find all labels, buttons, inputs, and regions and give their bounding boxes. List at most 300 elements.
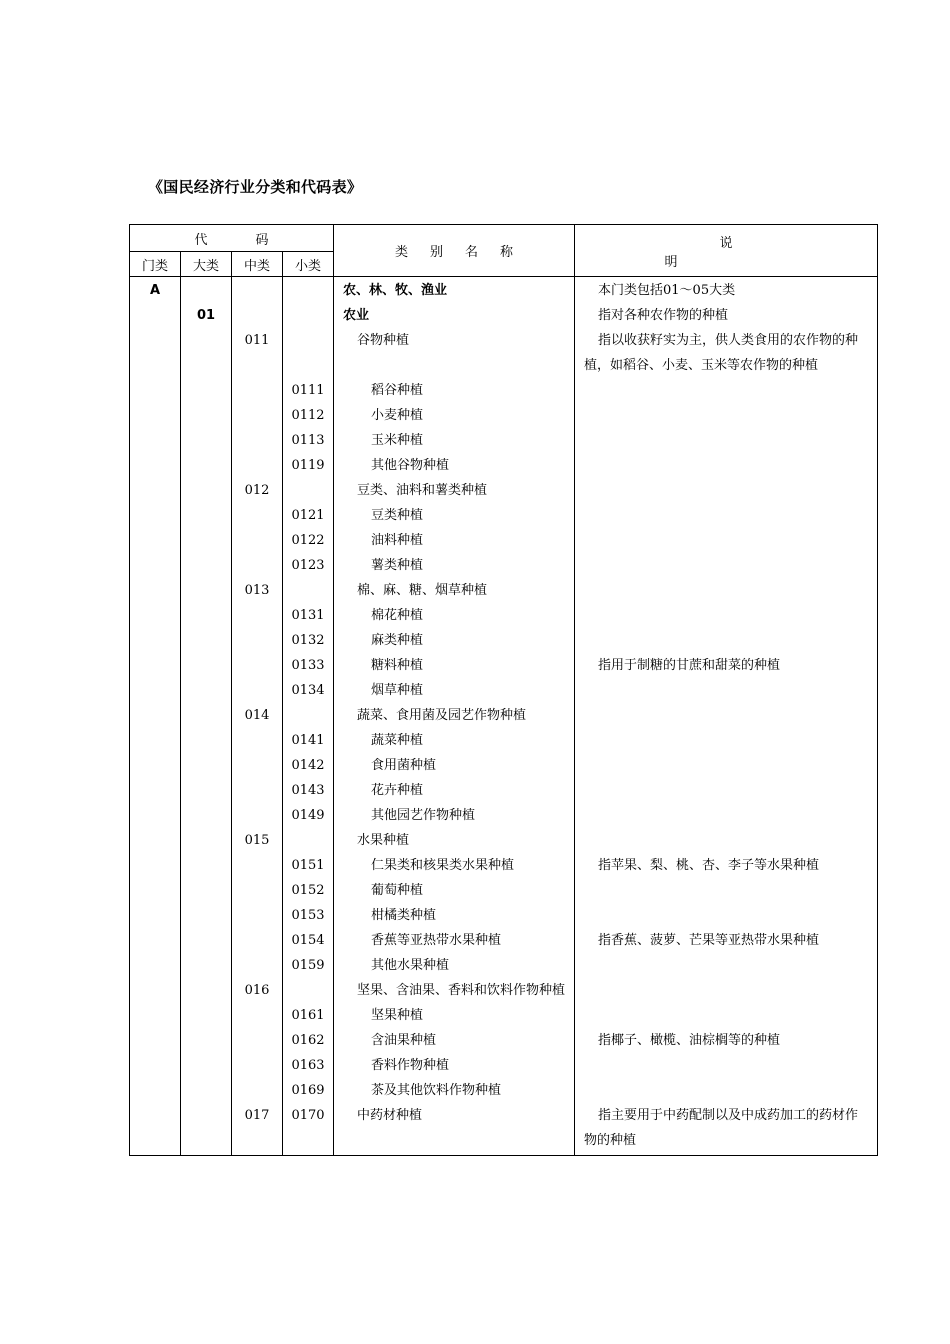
cell-category-name — [334, 728, 575, 753]
cell-category-name-text: 香蕉等亚热带水果种植 — [371, 933, 502, 948]
cell-category-name-text: 谷物种植 — [357, 333, 410, 348]
table-row — [130, 703, 878, 728]
cell-door — [130, 1028, 181, 1053]
header-small: 小类 — [283, 252, 334, 277]
cell-mid — [232, 378, 283, 403]
cell-category-name — [334, 678, 575, 703]
cell-category-name — [334, 578, 575, 603]
cell-category-name-text: 豆类种植 — [371, 508, 424, 523]
cell-description-text: 指椰子、橄榄、油棕榈等的种植 — [598, 1033, 781, 1048]
cell-mid — [232, 828, 283, 853]
table-row — [130, 903, 878, 928]
cell-mid — [232, 277, 283, 304]
cell-small — [283, 903, 334, 928]
cell-door — [130, 403, 181, 428]
cell-small — [283, 1003, 334, 1028]
table-row — [130, 303, 878, 328]
cell-small-text: 0113 — [291, 433, 325, 448]
cell-major — [181, 1003, 232, 1028]
cell-major — [181, 453, 232, 478]
cell-category-name — [334, 378, 575, 403]
cell-category-name — [334, 1053, 575, 1078]
cell-major — [181, 578, 232, 603]
cell-small — [283, 453, 334, 478]
cell-major — [181, 803, 232, 828]
table-header — [130, 225, 878, 277]
cell-door — [130, 653, 181, 678]
cell-description — [575, 628, 878, 653]
cell-mid-text: 011 — [244, 333, 270, 348]
cell-mid — [232, 678, 283, 703]
cell-mid — [232, 428, 283, 453]
cell-mid — [232, 653, 283, 678]
table-row — [130, 428, 878, 453]
cell-category-name-text: 香料作物种植 — [371, 1058, 450, 1073]
cell-major — [181, 378, 232, 403]
cell-category-name — [334, 1003, 575, 1028]
cell-category-name — [334, 853, 575, 878]
cell-mid — [232, 928, 283, 953]
cell-description — [575, 903, 878, 928]
cell-door — [130, 378, 181, 403]
cell-major — [181, 903, 232, 928]
cell-small-text: 0131 — [291, 608, 325, 623]
cell-small — [283, 503, 334, 528]
cell-small — [283, 378, 334, 403]
cell-door — [130, 928, 181, 953]
cell-category-name — [334, 803, 575, 828]
table-row — [130, 1003, 878, 1028]
cell-door — [130, 453, 181, 478]
cell-category-name — [334, 1028, 575, 1053]
cell-category-name-text: 糖料种植 — [371, 658, 424, 673]
table-row — [130, 403, 878, 428]
table-row — [130, 1078, 878, 1103]
table-row — [130, 1103, 878, 1156]
cell-small — [283, 1078, 334, 1103]
cell-category-name-text: 柑橘类种植 — [371, 908, 437, 923]
cell-small — [283, 1103, 334, 1156]
cell-small — [283, 878, 334, 903]
cell-mid — [232, 878, 283, 903]
cell-major — [181, 277, 232, 304]
cell-small — [283, 528, 334, 553]
cell-category-name-text: 含油果种植 — [371, 1033, 437, 1048]
cell-small — [283, 928, 334, 953]
cell-category-name-text: 农、林、牧、渔业 — [343, 283, 448, 298]
cell-description — [575, 653, 878, 678]
cell-description — [575, 478, 878, 503]
cell-category-name-text: 茶及其他饮料作物种植 — [371, 1083, 502, 1098]
cell-small-text: 0121 — [291, 508, 325, 523]
cell-door — [130, 853, 181, 878]
cell-door — [130, 828, 181, 853]
cell-major — [181, 1078, 232, 1103]
cell-door — [130, 277, 181, 304]
cell-major — [181, 428, 232, 453]
cell-category-name — [334, 553, 575, 578]
cell-category-name-text: 水果种植 — [357, 833, 410, 848]
cell-small-text: 0159 — [291, 958, 325, 973]
cell-major — [181, 328, 232, 378]
cell-category-name — [334, 878, 575, 903]
table-row — [130, 803, 878, 828]
cell-mid — [232, 853, 283, 878]
cell-small-text: 0132 — [291, 633, 325, 648]
cell-category-name-text: 仁果类和核果类水果种植 — [371, 858, 515, 873]
cell-description-text: 指以收获籽实为主，供人类食用的农作物的种植，如稻谷、小麦、玉米等农作物的种植 — [584, 333, 859, 373]
cell-category-name-text: 麻类种植 — [371, 633, 424, 648]
table-row — [130, 828, 878, 853]
cell-door — [130, 878, 181, 903]
cell-category-name — [334, 928, 575, 953]
table-row — [130, 578, 878, 603]
cell-small-text: 0143 — [291, 783, 325, 798]
table-row — [130, 528, 878, 553]
header-major: 大类 — [181, 252, 232, 277]
header-mid: 中类 — [232, 252, 283, 277]
cell-major — [181, 553, 232, 578]
table-row — [130, 953, 878, 978]
cell-small — [283, 328, 334, 378]
cell-small — [283, 478, 334, 503]
cell-small-text: 0122 — [291, 533, 325, 548]
cell-description — [575, 428, 878, 453]
cell-description — [575, 1028, 878, 1053]
cell-category-name-text: 棉花种植 — [371, 608, 424, 623]
cell-door — [130, 678, 181, 703]
cell-small — [283, 403, 334, 428]
cell-door — [130, 603, 181, 628]
cell-small — [283, 628, 334, 653]
cell-major — [181, 678, 232, 703]
header-door: 门类 — [130, 252, 181, 277]
cell-small — [283, 953, 334, 978]
cell-description — [575, 553, 878, 578]
table-row — [130, 378, 878, 403]
cell-door — [130, 953, 181, 978]
cell-door — [130, 1003, 181, 1028]
cell-mid-text: 013 — [244, 583, 270, 598]
table-row — [130, 503, 878, 528]
cell-category-name — [334, 1078, 575, 1103]
cell-mid — [232, 953, 283, 978]
cell-mid — [232, 578, 283, 603]
cell-major — [181, 928, 232, 953]
cell-description — [575, 728, 878, 753]
cell-category-name — [334, 303, 575, 328]
cell-category-name — [334, 628, 575, 653]
cell-mid-text: 014 — [244, 708, 270, 723]
cell-description — [575, 528, 878, 553]
cell-category-name — [334, 753, 575, 778]
cell-small — [283, 978, 334, 1003]
cell-category-name — [334, 1103, 575, 1156]
cell-small-text: 0161 — [291, 1008, 325, 1023]
cell-major — [181, 653, 232, 678]
cell-category-name — [334, 603, 575, 628]
cell-small — [283, 277, 334, 304]
cell-description-text: 指苹果、梨、桃、杏、李子等水果种植 — [598, 858, 820, 873]
table-row — [130, 753, 878, 778]
table-row — [130, 678, 878, 703]
table-row — [130, 277, 878, 304]
cell-description-text: 指对各种农作物的种植 — [598, 308, 729, 323]
cell-description — [575, 703, 878, 728]
cell-category-name-text: 中药材种植 — [357, 1108, 423, 1123]
cell-door — [130, 328, 181, 378]
cell-description — [575, 1078, 878, 1103]
cell-category-name-text: 烟草种植 — [371, 683, 424, 698]
cell-major — [181, 1053, 232, 1078]
table-row — [130, 653, 878, 678]
cell-door-text: A — [149, 283, 161, 298]
cell-mid — [232, 703, 283, 728]
cell-description — [575, 1053, 878, 1078]
cell-small-text: 0154 — [291, 933, 325, 948]
industry-classification-table — [129, 224, 878, 1156]
cell-mid — [232, 903, 283, 928]
cell-mid — [232, 728, 283, 753]
cell-description — [575, 978, 878, 1003]
cell-mid — [232, 603, 283, 628]
cell-door — [130, 1078, 181, 1103]
cell-small — [283, 778, 334, 803]
cell-description — [575, 678, 878, 703]
cell-small-text: 0133 — [291, 658, 325, 673]
cell-mid — [232, 1053, 283, 1078]
cell-small — [283, 553, 334, 578]
cell-mid — [232, 553, 283, 578]
cell-major-text: 01 — [196, 308, 216, 323]
cell-small — [283, 828, 334, 853]
cell-description — [575, 853, 878, 878]
cell-description — [575, 1003, 878, 1028]
cell-small-text: 0111 — [291, 383, 325, 398]
cell-door — [130, 803, 181, 828]
table-row — [130, 328, 878, 378]
header-category-name: 类别名称 — [334, 225, 575, 277]
cell-door — [130, 728, 181, 753]
cell-major — [181, 853, 232, 878]
table-body — [130, 277, 878, 1156]
cell-category-name-text: 其他园艺作物种植 — [371, 808, 476, 823]
cell-mid — [232, 803, 283, 828]
cell-small — [283, 728, 334, 753]
cell-category-name — [334, 828, 575, 853]
cell-category-name-text: 坚果种植 — [371, 1008, 424, 1023]
cell-mid — [232, 503, 283, 528]
cell-category-name-text: 蔬菜种植 — [371, 733, 424, 748]
cell-category-name — [334, 978, 575, 1003]
cell-category-name-text: 食用菌种植 — [371, 758, 437, 773]
cell-description — [575, 928, 878, 953]
cell-category-name — [334, 503, 575, 528]
header-description: 说明 — [575, 225, 878, 277]
cell-mid — [232, 453, 283, 478]
cell-category-name — [334, 428, 575, 453]
cell-major — [181, 878, 232, 903]
cell-category-name-text: 小麦种植 — [371, 408, 424, 423]
cell-small-text: 0134 — [291, 683, 325, 698]
cell-description — [575, 403, 878, 428]
cell-category-name-text: 花卉种植 — [371, 783, 424, 798]
cell-major — [181, 753, 232, 778]
cell-mid — [232, 1028, 283, 1053]
cell-description — [575, 303, 878, 328]
cell-small-text: 0170 — [291, 1108, 325, 1123]
cell-category-name — [334, 778, 575, 803]
cell-category-name-text: 其他水果种植 — [371, 958, 450, 973]
cell-mid — [232, 1003, 283, 1028]
cell-small-text: 0162 — [291, 1033, 325, 1048]
cell-description — [575, 753, 878, 778]
cell-small-text: 0153 — [291, 908, 325, 923]
cell-category-name — [334, 653, 575, 678]
cell-door — [130, 503, 181, 528]
cell-category-name — [334, 903, 575, 928]
cell-small-text: 0142 — [291, 758, 325, 773]
cell-small — [283, 753, 334, 778]
cell-major — [181, 703, 232, 728]
cell-small-text: 0152 — [291, 883, 325, 898]
cell-category-name-text: 农业 — [343, 308, 370, 323]
table-row — [130, 628, 878, 653]
cell-category-name — [334, 403, 575, 428]
cell-mid-text: 015 — [244, 833, 270, 848]
cell-small — [283, 1053, 334, 1078]
cell-door — [130, 628, 181, 653]
cell-category-name-text: 葡萄种植 — [371, 883, 424, 898]
cell-description — [575, 878, 878, 903]
cell-door — [130, 978, 181, 1003]
cell-small-text: 0119 — [291, 458, 325, 473]
cell-description-text: 指主要用于中药配制以及中成药加工的药材作物的种植 — [584, 1108, 859, 1148]
cell-category-name-text: 薯类种植 — [371, 558, 424, 573]
cell-description — [575, 603, 878, 628]
cell-door — [130, 703, 181, 728]
cell-mid — [232, 778, 283, 803]
table-row — [130, 878, 878, 903]
table-row — [130, 778, 878, 803]
cell-description — [575, 578, 878, 603]
cell-major — [181, 1028, 232, 1053]
cell-description — [575, 378, 878, 403]
cell-major — [181, 503, 232, 528]
cell-category-name — [334, 528, 575, 553]
cell-door — [130, 578, 181, 603]
cell-description — [575, 828, 878, 853]
cell-mid — [232, 753, 283, 778]
cell-major — [181, 953, 232, 978]
cell-category-name-text: 豆类、油料和薯类种植 — [357, 483, 488, 498]
cell-major — [181, 528, 232, 553]
cell-small — [283, 803, 334, 828]
table-row — [130, 1028, 878, 1053]
cell-mid-text: 016 — [244, 983, 270, 998]
cell-small — [283, 603, 334, 628]
cell-small — [283, 703, 334, 728]
cell-category-name — [334, 953, 575, 978]
cell-mid — [232, 528, 283, 553]
cell-door — [130, 753, 181, 778]
table-row — [130, 978, 878, 1003]
cell-major — [181, 828, 232, 853]
cell-major — [181, 303, 232, 328]
cell-mid — [232, 303, 283, 328]
cell-mid — [232, 978, 283, 1003]
cell-small-text: 0123 — [291, 558, 325, 573]
cell-category-name-text: 蔬菜、食用菌及园艺作物种植 — [357, 708, 527, 723]
cell-major — [181, 1103, 232, 1156]
cell-mid-text: 012 — [244, 483, 270, 498]
cell-door — [130, 778, 181, 803]
cell-door — [130, 1103, 181, 1156]
cell-door — [130, 303, 181, 328]
cell-small-text: 0169 — [291, 1083, 325, 1098]
cell-category-name-text: 玉米种植 — [371, 433, 424, 448]
cell-small — [283, 578, 334, 603]
cell-major — [181, 728, 232, 753]
cell-description — [575, 803, 878, 828]
cell-category-name-text: 稻谷种植 — [371, 383, 424, 398]
cell-category-name-text: 坚果、含油果、香料和饮料作物种植 — [357, 983, 566, 998]
cell-small-text: 0112 — [291, 408, 325, 423]
cell-description — [575, 453, 878, 478]
cell-major — [181, 603, 232, 628]
cell-mid — [232, 1103, 283, 1156]
cell-door — [130, 1053, 181, 1078]
cell-mid — [232, 328, 283, 378]
cell-small — [283, 1028, 334, 1053]
cell-major — [181, 778, 232, 803]
cell-category-name — [334, 277, 575, 304]
cell-major — [181, 628, 232, 653]
cell-description-text: 本门类包括01～05大类 — [598, 283, 736, 298]
cell-description — [575, 503, 878, 528]
cell-category-name-text: 其他谷物种植 — [371, 458, 450, 473]
cell-mid — [232, 478, 283, 503]
cell-small — [283, 853, 334, 878]
table-row — [130, 603, 878, 628]
table-row — [130, 1053, 878, 1078]
cell-small — [283, 678, 334, 703]
cell-mid — [232, 403, 283, 428]
cell-category-name — [334, 328, 575, 378]
cell-major — [181, 403, 232, 428]
table-row — [130, 728, 878, 753]
cell-description — [575, 277, 878, 304]
cell-description — [575, 953, 878, 978]
cell-category-name — [334, 453, 575, 478]
cell-category-name-text: 油料种植 — [371, 533, 424, 548]
cell-small — [283, 653, 334, 678]
cell-small-text: 0149 — [291, 808, 325, 823]
cell-category-name — [334, 703, 575, 728]
cell-small-text: 0141 — [291, 733, 325, 748]
table-row — [130, 453, 878, 478]
cell-description-text: 指香蕉、菠萝、芒果等亚热带水果种植 — [598, 933, 820, 948]
cell-description-text: 指用于制糖的甘蔗和甜菜的种植 — [598, 658, 781, 673]
cell-category-name — [334, 478, 575, 503]
cell-mid — [232, 1078, 283, 1103]
document-title: 《国民经济行业分类和代码表》 — [148, 178, 363, 196]
table-row — [130, 928, 878, 953]
cell-description — [575, 1103, 878, 1156]
cell-door — [130, 428, 181, 453]
cell-door — [130, 903, 181, 928]
table-row — [130, 478, 878, 503]
